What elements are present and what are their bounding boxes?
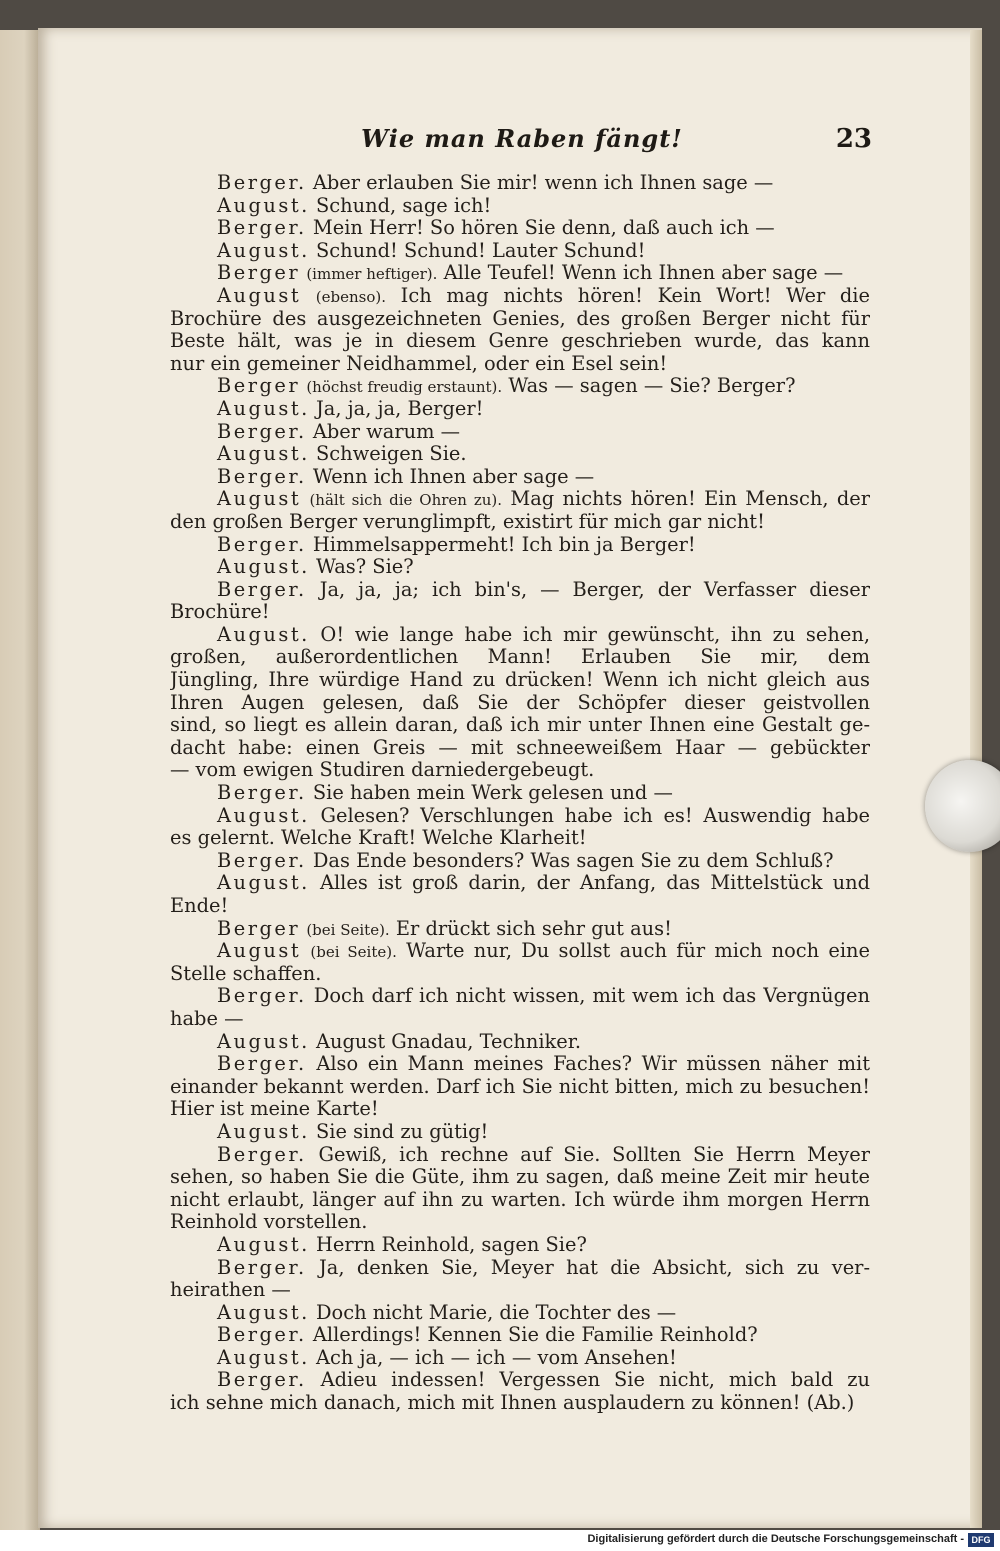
speaker-name: Berger	[217, 375, 301, 398]
speaker-name: Berger.	[217, 1256, 307, 1279]
line-text: Schweigen Sie.	[315, 443, 467, 466]
text-line	[170, 443, 870, 466]
line-text: Das Ende besonders? Was sagen Sie zu dem Schluß?	[312, 849, 834, 872]
line-text: Schund! Schund! Lauter Schund!	[315, 239, 646, 262]
speaker-name: Berger.	[217, 420, 307, 443]
speaker-name: Berger.	[217, 1369, 307, 1392]
dfg-logo: DFG	[968, 1533, 994, 1547]
text-line	[170, 285, 870, 308]
page-number: 23	[835, 124, 872, 154]
line-text: August Gnadau, Techniker.	[315, 1030, 582, 1053]
line-text: Gelesen? Verschlungen habe ich es! Auswendig habe	[320, 804, 870, 827]
speaker-name: Berger.	[217, 1324, 307, 1347]
speaker-name: August.	[217, 239, 310, 262]
text-line	[170, 488, 870, 511]
speaker-name: Berger.	[217, 465, 307, 488]
speaker-name: Berger.	[217, 849, 307, 872]
speaker-name: Berger	[217, 917, 301, 940]
line-text: Mein Herr! So hören Sie denn, daß auch ich —	[312, 217, 775, 240]
line-text: einander bekannt werden. Darf ich Sie nicht bitten, mich zu besuchen!	[170, 1075, 870, 1098]
text-line	[170, 872, 870, 895]
stage-direction: (hält sich die Ohren zu).	[309, 491, 503, 510]
text-line	[170, 1053, 870, 1076]
text-line	[170, 1031, 870, 1054]
text-line	[170, 330, 870, 353]
speaker-name: Berger.	[217, 172, 307, 194]
speaker-name: August.	[217, 1233, 310, 1256]
speaker-name: August.	[217, 443, 310, 466]
text-line	[170, 646, 870, 669]
line-text: nur ein gemeiner Neidhammel, oder ein Esel sein!	[170, 352, 668, 375]
line-text: sehen, so haben Sie die Güte, ihm zu sagen, daß meine Zeit mir heute	[170, 1166, 870, 1189]
line-text: Stelle schaffen.	[170, 962, 322, 985]
line-text: Aber warum —	[312, 420, 461, 443]
speaker-name: Berger.	[217, 985, 307, 1008]
line-text: es gelernt. Welche Kraft! Welche Klarheit!	[170, 827, 587, 850]
line-text: Beste hält, was je in diesem Genre geschrieben wurde, das kann	[170, 330, 870, 353]
text-line	[170, 895, 870, 918]
speaker-name: August.	[217, 194, 310, 217]
line-text: — vom ewigen Studiren darniedergebeugt.	[170, 759, 595, 782]
line-text: Schund, sage ich!	[315, 194, 492, 217]
text-line	[170, 1121, 870, 1144]
line-text: Warte nur, Du sollst auch für mich noch eine	[406, 940, 870, 963]
facing-page-edge	[0, 30, 40, 1530]
line-text: Reinhold vorstellen.	[170, 1211, 368, 1234]
line-text: großen, außerordentlichen Mann! Erlauben Sie mir, dem	[170, 646, 870, 669]
text-line	[170, 714, 870, 737]
line-text: Herrn Reinhold, sagen Sie?	[315, 1233, 587, 1256]
line-text: Mag nichts hören! Ein Mensch, der	[510, 488, 870, 511]
line-text: Jüngling, Ihre würdige Hand zu drücken! Wenn ich nicht gleich aus	[170, 669, 870, 692]
line-text: Ja, ja, ja; ich bin's, — Berger, der Verfasser dieser	[319, 578, 870, 601]
speaker-name: August.	[217, 1120, 310, 1143]
text-line	[170, 1008, 870, 1031]
text-line	[170, 918, 870, 941]
speaker-name: August.	[217, 1030, 310, 1053]
speaker-name: Berger.	[217, 1143, 307, 1166]
line-text: Wenn ich Ihnen aber sage —	[312, 465, 595, 488]
text-line	[170, 1144, 870, 1167]
stage-direction: (ebenso).	[315, 287, 387, 306]
text-line	[170, 737, 870, 760]
speaker-name: August.	[217, 804, 310, 827]
speaker-name: Berger.	[217, 578, 307, 601]
line-text: Doch nicht Marie, die Tochter des —	[315, 1301, 677, 1324]
stage-direction: (bei Seite).	[306, 920, 390, 939]
text-line	[170, 759, 870, 782]
line-text: Alles ist groß darin, der Anfang, das Mittelstück und	[319, 872, 870, 895]
line-text: den großen Berger verunglimpft, existirt für mich gar nicht!	[170, 510, 765, 533]
text-line	[170, 1189, 870, 1212]
text-line	[170, 940, 870, 963]
line-text: ich sehne mich danach, mich mit Ihnen ausplaudern zu können! (Ab.)	[170, 1392, 855, 1415]
line-text: Aber erlauben Sie mir! wenn ich Ihnen sage —	[312, 172, 774, 194]
text-line	[170, 1369, 870, 1392]
line-text: heirathen —	[170, 1279, 291, 1302]
text-line	[170, 421, 870, 444]
speaker-name: Berger.	[217, 533, 307, 556]
footer-bar	[0, 1530, 1000, 1551]
line-text: Er drückt sich sehr gut aus!	[395, 917, 672, 940]
line-text: Brochüre des ausgezeichneten Genies, des großen Berger nicht für	[170, 307, 870, 330]
speaker-name: Berger	[217, 262, 301, 285]
text-line	[170, 1098, 870, 1121]
text-line	[170, 1324, 870, 1347]
line-text: Gewiß, ich rechne auf Sie. Sollten Sie Herrn Meyer	[318, 1143, 870, 1166]
speaker-name: August.	[217, 556, 310, 579]
text-line	[170, 782, 870, 805]
text-line	[170, 353, 870, 376]
line-text: Ja, denken Sie, Meyer hat die Absicht, sich zu ver-	[319, 1256, 870, 1279]
line-text: Allerdings! Kennen Sie die Familie Reinhold?	[312, 1324, 758, 1347]
line-text: Himmelsappermeht! Ich bin ja Berger!	[312, 533, 696, 556]
text-line	[170, 240, 870, 263]
text-line	[170, 1392, 870, 1415]
text-line	[170, 827, 870, 850]
funding-credit: Digitalisierung gefördert durch die Deutsche Forschungsgemeinschaft -	[587, 1533, 964, 1545]
text-line	[170, 669, 870, 692]
text-line	[170, 1279, 870, 1302]
text-line	[170, 556, 870, 579]
text-line	[170, 398, 870, 421]
text-line	[170, 308, 870, 331]
line-text: habe —	[170, 1007, 244, 1030]
text-line	[170, 1211, 870, 1234]
speaker-name: Berger.	[217, 1053, 307, 1076]
speaker-name: August	[217, 284, 302, 307]
text-line	[170, 805, 870, 828]
line-text: Also ein Mann meines Faches? Wir müssen näher mit	[316, 1053, 870, 1076]
text-line	[170, 262, 870, 285]
speaker-name: August	[217, 940, 302, 963]
speaker-name: August.	[217, 397, 310, 420]
dialogue-text	[170, 172, 870, 1415]
line-text: nicht erlaubt, länger auf ihn zu warten. Ich würde ihm morgen Herrn	[170, 1188, 870, 1211]
stage-direction: (bei Seite).	[310, 943, 397, 962]
text-line	[170, 692, 870, 715]
text-line	[170, 1302, 870, 1325]
line-text: Alle Teufel! Wenn ich Ihnen aber sage —	[443, 262, 844, 285]
line-text: Was — sagen — Sie? Berger?	[508, 375, 796, 398]
speaker-name: August.	[217, 623, 310, 646]
line-text: Doch darf ich nicht wissen, mit wem ich das Vergnügen	[313, 985, 870, 1008]
speaker-name: August.	[217, 872, 310, 895]
text-line	[170, 375, 870, 398]
line-text: Ende!	[170, 895, 229, 917]
stage-direction: (immer heftiger).	[306, 265, 438, 284]
text-line	[170, 1347, 870, 1370]
text-line	[170, 1076, 870, 1099]
line-text: Was? Sie?	[315, 556, 414, 579]
text-line	[170, 963, 870, 986]
text-line	[170, 624, 870, 647]
text-line	[170, 1166, 870, 1189]
page-header	[172, 118, 872, 158]
text-line	[170, 1257, 870, 1280]
text-line	[170, 172, 870, 195]
line-text: Sie sind zu gütig!	[315, 1120, 489, 1143]
text-line	[170, 1234, 870, 1257]
speaker-name: Berger.	[217, 217, 307, 240]
line-text: dacht habe: einen Greis — mit schneeweißem Haar — gebückter	[170, 736, 870, 759]
text-line	[170, 985, 870, 1008]
text-line	[170, 850, 870, 873]
text-line	[170, 601, 870, 624]
running-title: Wie man Raben fängt!	[361, 124, 683, 153]
line-text: O! wie lange habe ich mir gewünscht, ihn zu sehen,	[320, 623, 870, 646]
text-line	[170, 217, 870, 240]
line-text: Brochüre!	[170, 601, 270, 624]
speaker-name: August.	[217, 1346, 310, 1369]
text-line	[170, 534, 870, 557]
text-line	[170, 511, 870, 534]
speaker-name: August.	[217, 1301, 310, 1324]
text-line	[170, 195, 870, 218]
line-text: Sie haben mein Werk gelesen und —	[312, 782, 673, 805]
text-line	[170, 466, 870, 489]
line-text: Ihren Augen gelesen, daß Sie der Schöpfer dieser geistvollen	[170, 691, 870, 714]
speaker-name: Berger.	[217, 782, 307, 805]
line-text: Ach ja, — ich — ich — vom Ansehen!	[315, 1346, 677, 1369]
line-text: Ja, ja, ja, Berger!	[315, 397, 484, 420]
line-text: Adieu indessen! Vergessen Sie nicht, mich bald zu	[320, 1369, 870, 1392]
speaker-name: August	[217, 488, 302, 511]
line-text: Ich mag nichts hören! Kein Wort! Wer die	[400, 284, 870, 307]
line-text: sind, so liegt es allein daran, daß ich mir unter Ihnen eine Gestalt ge-	[170, 714, 870, 737]
stage-direction: (höchst freudig erstaunt).	[306, 378, 503, 397]
text-line	[170, 579, 870, 602]
line-text: Hier ist meine Karte!	[170, 1098, 379, 1121]
